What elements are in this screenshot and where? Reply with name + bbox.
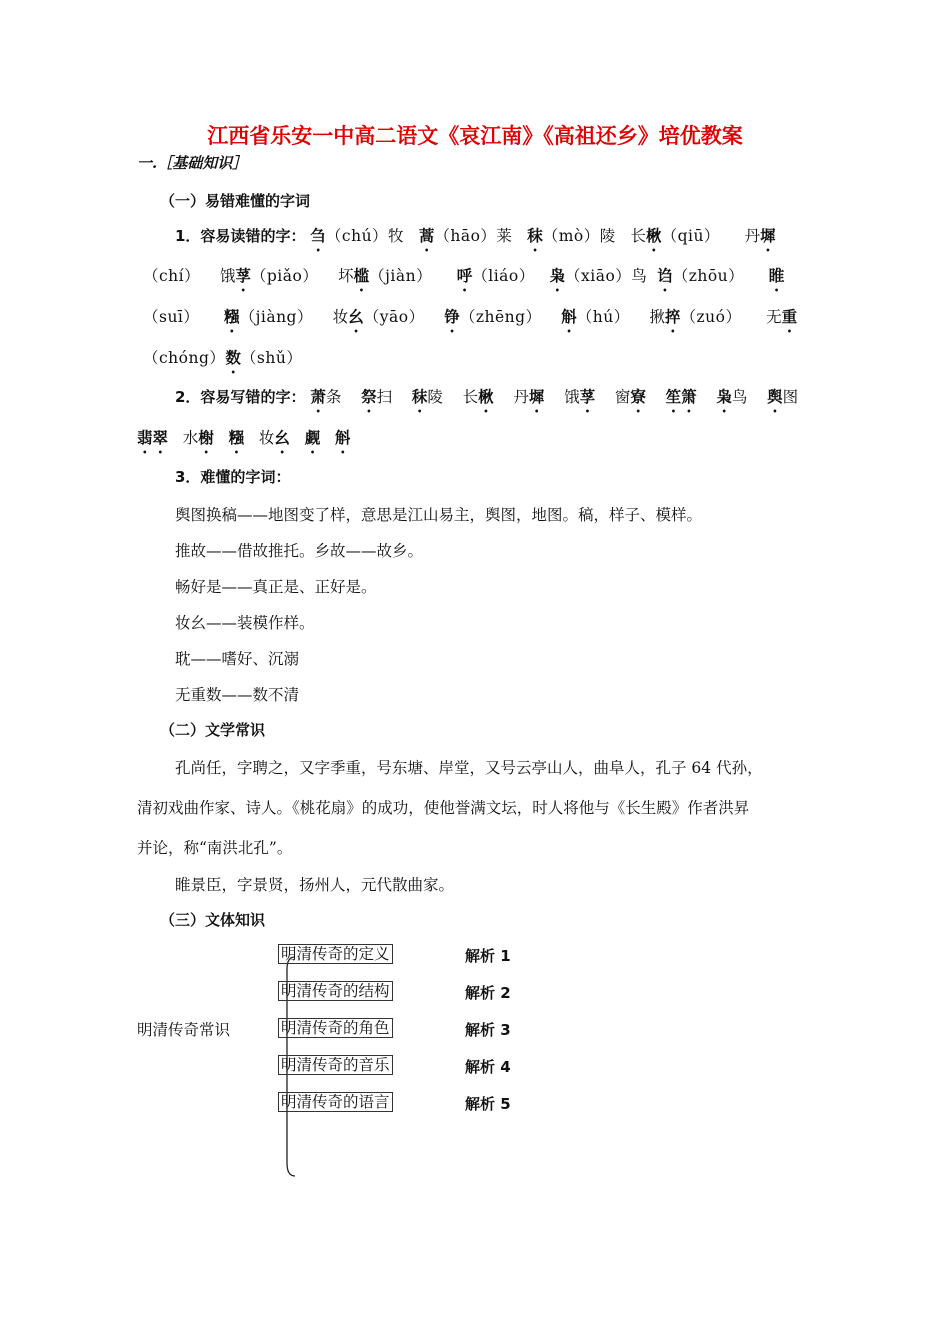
tree-item-roles[interactable]: 明清传奇的角色 bbox=[278, 1018, 393, 1038]
tree-root-label: 明清传奇常识 bbox=[137, 1021, 231, 1039]
subsection-heading-genre: （三）文体知识 bbox=[160, 911, 266, 929]
word-yao: 妆幺（yāo） bbox=[332, 307, 425, 326]
item1-row3: （suī） 糨（jiàng） 妆幺（yāo） 铮（zhēng） 斛（hú） 揪捽（zuó） 无重 bbox=[143, 307, 798, 326]
link-analysis-1[interactable]: 解析 1 bbox=[465, 947, 511, 965]
literature-paragraph: 并论，称“南洪北孔”。 bbox=[137, 839, 293, 857]
definition-line: 推故——借故推托。乡故——故乡。 bbox=[175, 542, 424, 560]
word-chi: 丹墀 bbox=[744, 226, 776, 245]
item1-label: 1．容易读错的字： bbox=[175, 227, 306, 245]
word-jian: 坏槛（jiàn） bbox=[338, 266, 433, 285]
word-hao: 蒿（hāo）莱 bbox=[418, 226, 513, 245]
link-analysis-3[interactable]: 解析 3 bbox=[465, 1021, 511, 1039]
word-mo: 秣（mò）陵 bbox=[527, 226, 616, 245]
tree-item-language[interactable]: 明清传奇的语言 bbox=[278, 1092, 393, 1112]
word-piao: 饿莩（piǎo） bbox=[219, 266, 319, 285]
definition-line: 舆图换稿——地图变了样，意思是江山易主，舆图，地图。稿，样子、模样。 bbox=[175, 506, 703, 524]
word-qiu: 长楸（qiū） bbox=[630, 226, 720, 245]
word-xiao: 枭（xiāo）鸟 bbox=[549, 266, 648, 285]
link-analysis-4[interactable]: 解析 4 bbox=[465, 1058, 511, 1076]
word-zuo: 揪捽（zuó） bbox=[649, 307, 742, 326]
tree-item-definition[interactable]: 明清传奇的定义 bbox=[278, 944, 393, 964]
document-title: 江西省乐安一中高二语文《哀江南》《高祖还乡》培优教案 bbox=[207, 124, 743, 148]
item2-row1: 2．容易写错的字： 萧条 祭扫 秣陵 长楸 丹墀 饿莩 窗寮 笙箫 枭鸟 舆图 bbox=[175, 387, 799, 406]
literature-paragraph: 睢景臣，字景贤，扬州人，元代散曲家。 bbox=[175, 876, 455, 894]
section-heading-basics: 一.［基础知识］ bbox=[137, 154, 248, 172]
link-analysis-2[interactable]: 解析 2 bbox=[465, 984, 511, 1002]
item1-row4: （chóng）数（shǔ） bbox=[143, 348, 303, 367]
link-analysis-5[interactable]: 解析 5 bbox=[465, 1095, 511, 1113]
word-jiang: 糨（jiàng） bbox=[224, 307, 313, 326]
word-chu: 刍（chú）牧 bbox=[310, 226, 405, 245]
item2-row2: 翡翠 水榭 糨 妆幺 觑 斛 bbox=[137, 428, 351, 447]
item1-row1 bbox=[175, 224, 776, 255]
word-liao: 呼（liáo） bbox=[456, 266, 535, 285]
tree-item-structure[interactable]: 明清传奇的结构 bbox=[278, 981, 393, 1001]
literature-paragraph: 孔尚任，字聘之，又字季重，号东塘、岸堂，又号云亭山人，曲阜人，孔子 64 代孙， bbox=[175, 759, 763, 777]
item2-label: 2．容易写错的字： bbox=[175, 388, 306, 406]
word-zheng: 铮（zhēng） bbox=[444, 307, 542, 326]
literature-paragraph: 清初戏曲作家、诗人。《桃花扇》的成功，使他誉满文坛，时人将他与《长生殿》作者洪昇 bbox=[137, 799, 750, 817]
word-zhou: 诌（zhōu） bbox=[657, 266, 745, 285]
word-shu: 数（shǔ） bbox=[225, 348, 303, 367]
definition-line: 耽——嗜好、沉溺 bbox=[175, 650, 300, 668]
item1-row2: （chí） 饿莩（piǎo） 坏槛（jiàn） 呼（liáo） 枭（xiāo）鸟 诌（zhōu） 睢 bbox=[143, 266, 785, 285]
definition-line: 畅好是——真正是、正好是。 bbox=[175, 578, 377, 596]
subsection-heading-words: （一）易错难懂的字词 bbox=[160, 192, 311, 210]
subsection-heading-literature: （二）文学常识 bbox=[160, 721, 266, 739]
definition-line: 妆幺——装模作样。 bbox=[175, 614, 315, 632]
word-sui: 睢 bbox=[768, 266, 785, 285]
definition-line: 无重数——数不清 bbox=[175, 686, 300, 704]
word-chong: 无重 bbox=[766, 307, 798, 326]
item3-label: 3．难懂的字词： bbox=[175, 468, 291, 486]
word-hu: 斛（hú） bbox=[561, 307, 630, 326]
tree-item-music[interactable]: 明清传奇的音乐 bbox=[278, 1055, 393, 1075]
